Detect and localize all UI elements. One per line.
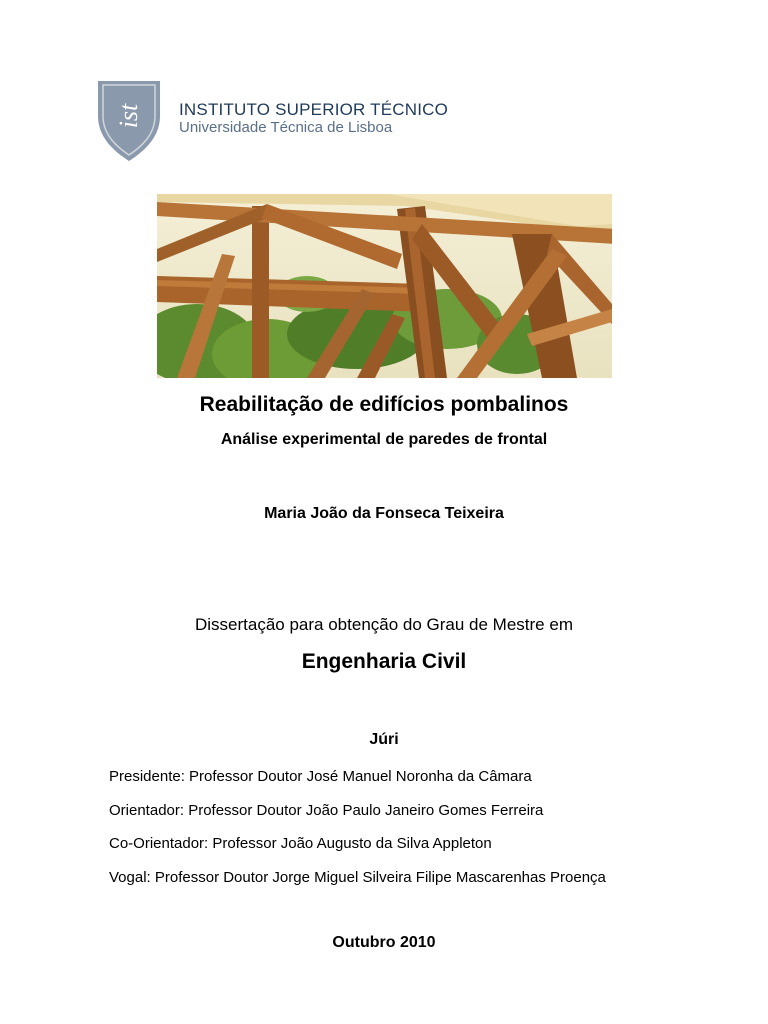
- jury-member: Co-Orientador: Professor João Augusto da Silva Appleton: [109, 835, 492, 852]
- submission-date: Outubro 2010: [332, 934, 436, 951]
- thesis-title: Reabilitação de edifícios pombalinos: [199, 393, 569, 416]
- institution-name: INSTITUTO SUPERIOR TÉCNICO: [179, 100, 449, 119]
- jury-member: Presidente: Professor Doutor José Manuel Noronha da Câmara: [109, 768, 532, 785]
- jury-member: Vogal: Professor Doutor Jorge Miguel Silveira Filipe Mascarenhas Proença: [109, 868, 606, 886]
- jury-list: [109, 767, 606, 901]
- course-name: Engenharia Civil: [301, 650, 467, 673]
- jury-heading: Júri: [369, 731, 399, 748]
- thesis-subtitle: Análise experimental de paredes de frontal: [220, 431, 548, 448]
- degree-line: Dissertação para obtenção do Grau de Mestre em: [195, 615, 573, 634]
- cover-photo-timber-frame: [157, 194, 612, 378]
- shield-text: ist: [114, 103, 143, 129]
- university-name: Universidade Técnica de Lisboa: [179, 119, 393, 136]
- jury-member: Orientador: Professor Doutor João Paulo Janeiro Gomes Ferreira: [109, 801, 544, 819]
- author-name: Maria João da Fonseca Teixeira: [264, 505, 504, 522]
- ist-shield-logo-icon: [97, 80, 161, 162]
- institution-logo: [97, 80, 449, 162]
